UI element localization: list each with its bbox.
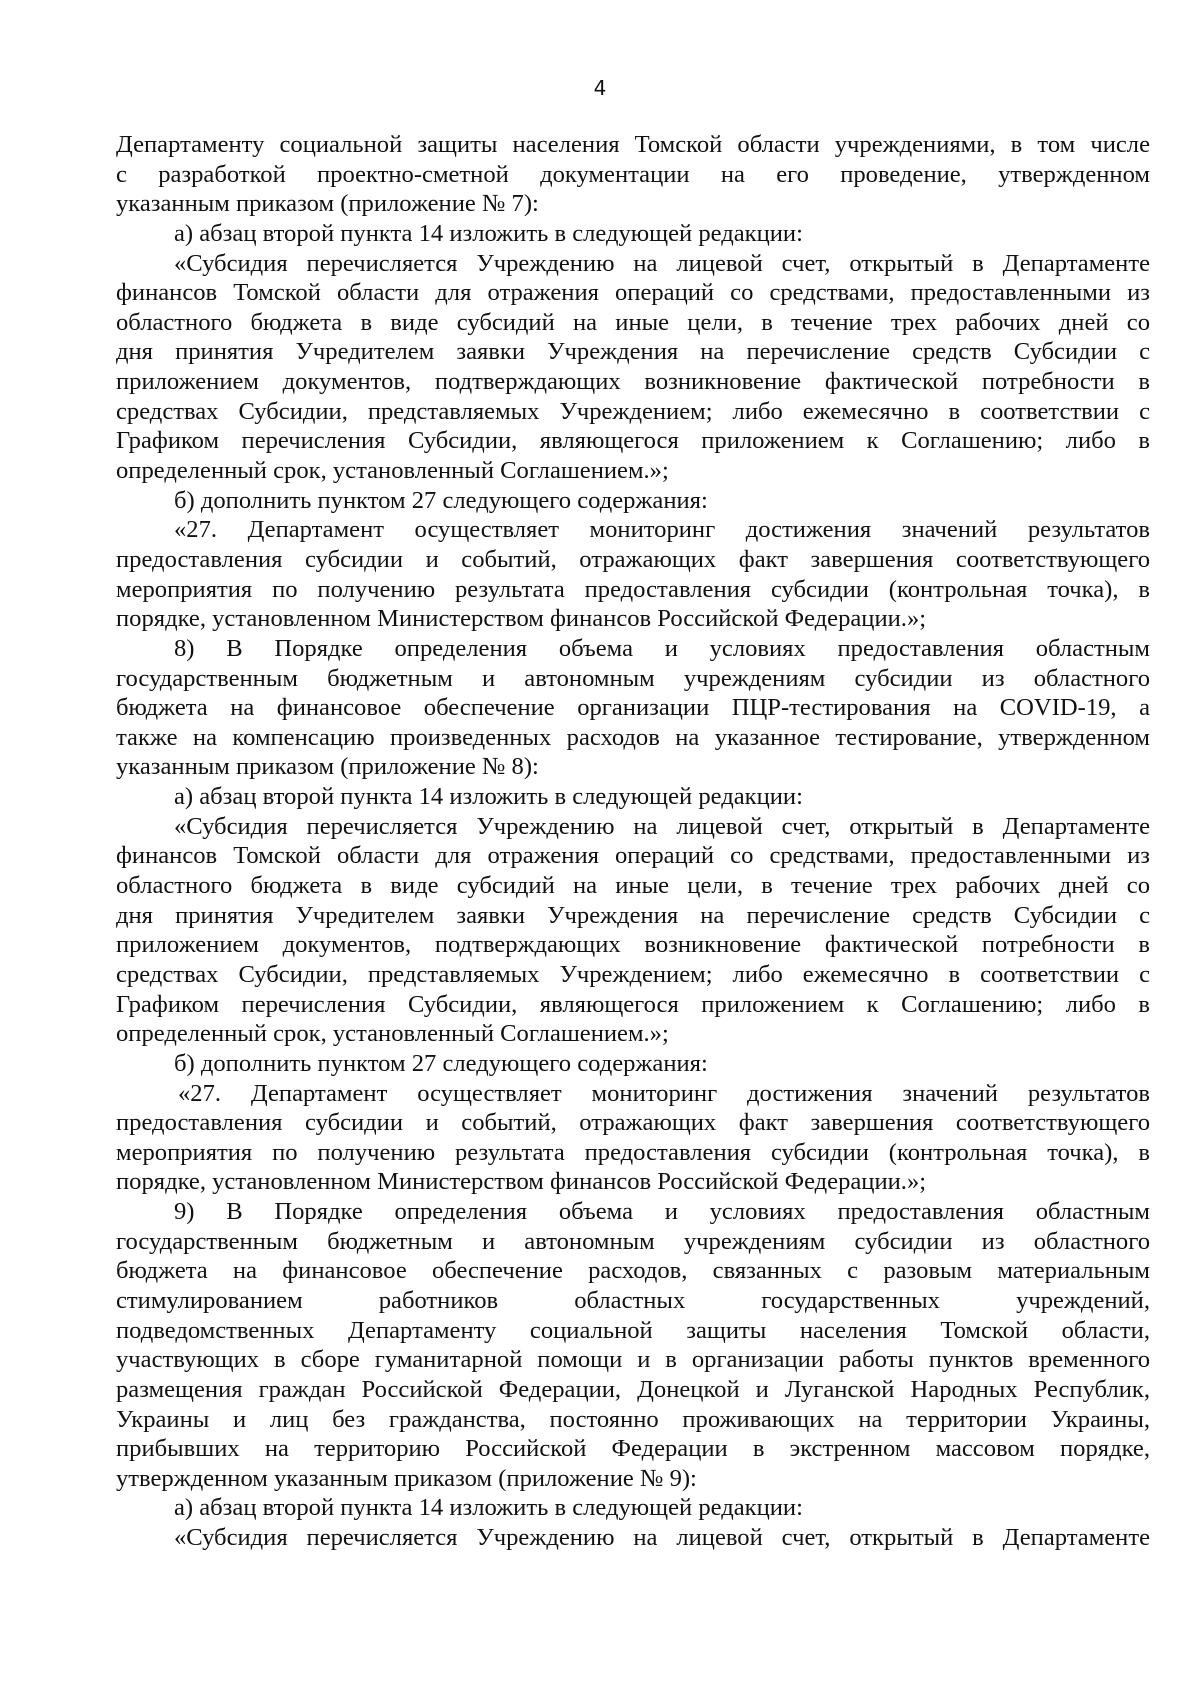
text-line: бюджета на финансовое обеспечение организации ПЦР-тестирования на COVID-19, а (116, 694, 1150, 722)
text-line: стимулированием работников областных государственных учреждений, (116, 1286, 1150, 1314)
text-line: дня принятия Учредителем заявки Учреждения на перечисление средств Субсидии с (116, 901, 1150, 929)
text-line: мероприятия по получению результата предоставления субсидии (контрольная точка), в (116, 1138, 1150, 1166)
text-line: «27. Департамент осуществляет мониторинг достижения значений результатов (174, 516, 1150, 544)
text-line: определенный срок, установленный Соглашением.»; (116, 457, 669, 485)
text-line: утвержденном указанным приказом (приложение № 9): (116, 1464, 697, 1492)
text-line: указанным приказом (приложение № 8): (116, 753, 539, 781)
text-line: предоставления субсидии и событий, отражающих факт завершения соответствующего (116, 1109, 1150, 1137)
text-line: предоставления субсидии и событий, отражающих факт завершения соответствующего (116, 545, 1150, 573)
text-line: средствах Субсидии, представляемых Учреждением; либо ежемесячно в соответствии с (116, 397, 1150, 425)
text-line: мероприятия по получению результата предоставления субсидии (контрольная точка), в (116, 575, 1150, 603)
text-line: Украины и лиц без гражданства, постоянно проживающих на территории Украины, (116, 1405, 1150, 1433)
text-line: 8) В Порядке определения объема и условиях предоставления областным (174, 634, 1150, 662)
text-line: финансов Томской области для отражения операций со средствами, предоставленными из (116, 842, 1150, 870)
text-line: приложением документов, подтверждающих возникновение фактической потребности в (116, 931, 1150, 959)
text-line: б) дополнить пунктом 27 следующего содержания: (174, 1049, 708, 1077)
text-line: указанным приказом (приложение № 7): (116, 190, 539, 218)
text-line: «27. Департамент осуществляет мониторинг достижения значений результатов (178, 1079, 1150, 1107)
text-line: порядке, установленном Министерством финансов Российской Федерации.»; (116, 605, 927, 633)
document-body (116, 130, 1150, 1553)
text-line: б) дополнить пунктом 27 следующего содержания: (174, 486, 708, 514)
text-line: бюджета на финансовое обеспечение расходов, связанных с разовым материальным (116, 1257, 1150, 1285)
text-line: «Субсидия перечисляется Учреждению на лицевой счет, открытый в Департаменте (174, 812, 1150, 840)
text-line: порядке, установленном Министерством финансов Российской Федерации.»; (116, 1168, 927, 1196)
text-line: дня принятия Учредителем заявки Учреждения на перечисление средств Субсидии с (116, 338, 1150, 366)
text-line: 9) В Порядке определения объема и условиях предоставления областным (174, 1198, 1150, 1226)
text-line: участвующих в сборе гуманитарной помощи и в организации работы пунктов временного (116, 1346, 1150, 1374)
text-line: определенный срок, установленный Соглашением.»; (116, 1020, 669, 1048)
text-line: государственным бюджетным и автономным учреждениям субсидии из областного (116, 1227, 1150, 1255)
text-line: государственным бюджетным и автономным учреждениям субсидии из областного (116, 664, 1150, 692)
text-line: финансов Томской области для отражения операций со средствами, предоставленными из (116, 279, 1150, 307)
text-line: подведомственных Департаменту социальной защиты населения Томской области, (116, 1316, 1150, 1344)
text-line: прибывших на территорию Российской Федерации в экстренном массовом порядке, (116, 1435, 1150, 1463)
text-line: а) абзац второй пункта 14 изложить в следующей редакции: (174, 1494, 803, 1522)
text-line: средствах Субсидии, представляемых Учреждением; либо ежемесячно в соответствии с (116, 960, 1150, 988)
text-line: также на компенсацию произведенных расходов на указанное тестирование, утвержденном (116, 723, 1150, 751)
text-line: «Субсидия перечисляется Учреждению на лицевой счет, открытый в Департаменте (174, 1524, 1150, 1552)
text-line: областного бюджета в виде субсидий на иные цели, в течение трех рабочих дней со (116, 308, 1150, 336)
text-line: Графиком перечисления Субсидии, являющегося приложением к Соглашению; либо в (116, 427, 1150, 455)
text-line: Департаменту социальной защиты населения Томской области учреждениями, в том числе (116, 131, 1150, 158)
text-line: «Субсидия перечисляется Учреждению на лицевой счет, открытый в Департаменте (174, 249, 1150, 277)
text-line: а) абзац второй пункта 14 изложить в следующей редакции: (174, 219, 803, 247)
text-line: а) абзац второй пункта 14 изложить в следующей редакции: (174, 783, 803, 811)
text-line: приложением документов, подтверждающих возникновение фактической потребности в (116, 368, 1150, 396)
text-line: Графиком перечисления Субсидии, являющегося приложением к Соглашению; либо в (116, 990, 1150, 1018)
text-line: областного бюджета в виде субсидий на иные цели, в течение трех рабочих дней со (116, 872, 1150, 900)
text-line: размещения граждан Российской Федерации, Донецкой и Луганской Народных Республик, (116, 1375, 1150, 1403)
text-line: с разработкой проектно-сметной документации на его проведение, утвержденном (116, 160, 1150, 188)
page-number: 4 (593, 76, 607, 100)
